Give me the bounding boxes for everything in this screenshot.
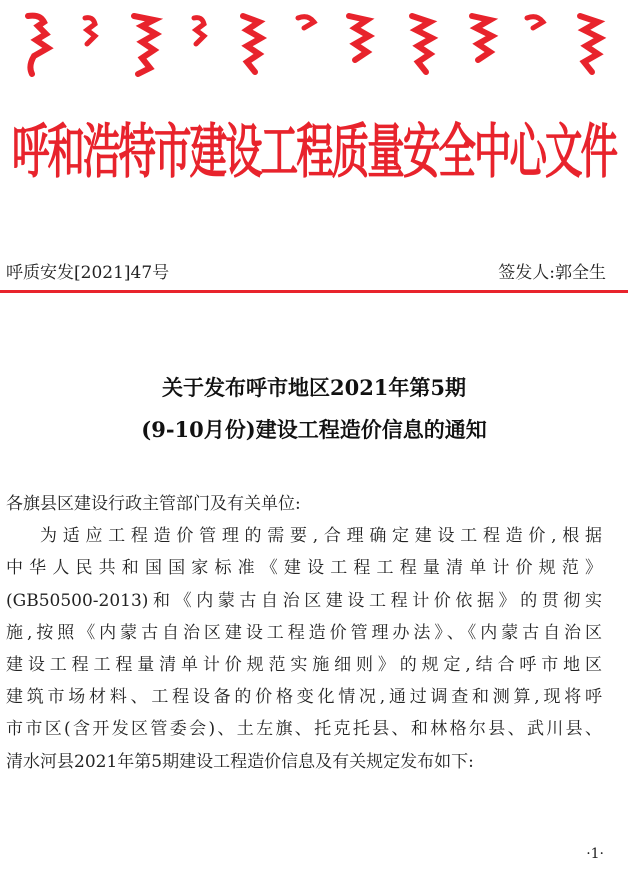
body-line: 为适应工程造价管理的需要,合理确定建设工程造价,根据 bbox=[40, 526, 602, 547]
mongolian-word-6 bbox=[294, 12, 320, 78]
mongolian-word-7 bbox=[341, 12, 381, 78]
notice-heading-line2: (9-10月份)建设工程造价信息的通知 bbox=[141, 417, 487, 442]
body-line: 清水河县2021年第5期建设工程造价信息及有关规定发布如下: bbox=[6, 751, 474, 772]
mongolian-word-2 bbox=[79, 12, 103, 78]
mongolian-word-10 bbox=[523, 12, 549, 78]
mongolian-word-3 bbox=[124, 12, 168, 78]
notice-heading-line1: 关于发布呼市地区2021年第5期 bbox=[161, 375, 467, 400]
mongolian-word-1 bbox=[18, 12, 58, 78]
signer: 签发人:郭全生 bbox=[498, 263, 606, 283]
body-line: (GB50500-2013)和《内蒙古自治区建设工程计价依据》的贯彻实 bbox=[6, 590, 602, 611]
body-line: 市市区(含开发区管委会)、土左旗、托克托县、和林格尔县、武川县、 bbox=[6, 719, 602, 740]
body-line: 建筑市场材料、工程设备的价格变化情况,通过调查和测算,现将呼 bbox=[6, 687, 602, 708]
red-divider bbox=[0, 290, 628, 293]
mongolian-word-4 bbox=[188, 12, 212, 78]
mongolian-word-11 bbox=[570, 12, 610, 78]
page-number: ·1· bbox=[586, 846, 604, 862]
salutation: 各旗县区建设行政主管部门及有关单位: bbox=[6, 494, 301, 514]
mongolian-script-header bbox=[18, 12, 610, 82]
body-line: 施,按照《内蒙古自治区建设工程造价管理办法》、《内蒙古自治区 bbox=[6, 622, 602, 643]
body-line: 建设工程工程量清单计价规范实施细则》的规定,结合呼市地区 bbox=[6, 654, 602, 675]
mongolian-word-9 bbox=[462, 12, 502, 78]
body-line: 中华人民共和国国家标准《建设工程工程量清单计价规范》 bbox=[6, 558, 602, 579]
document-number: 呼质安发[2021]47号 bbox=[6, 263, 170, 283]
document-issuer-title: 呼和浩特市建设工程质量安全中心文件 bbox=[11, 116, 617, 187]
mongolian-word-5 bbox=[233, 12, 273, 78]
notice-body bbox=[6, 488, 602, 778]
mongolian-word-8 bbox=[402, 12, 442, 78]
